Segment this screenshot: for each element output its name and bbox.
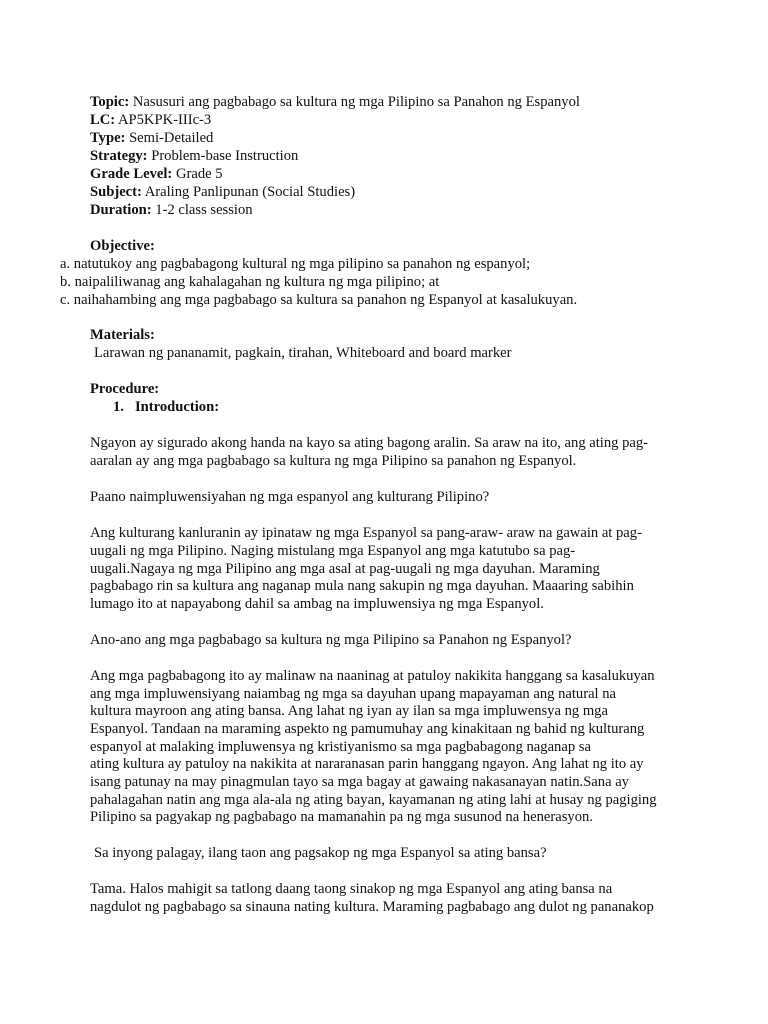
paragraph-line: lumago ito at napayabong dahil sa ambag na impluwensiya ng mga Espanyol. [90,596,544,612]
materials-heading: Materials: [90,327,155,343]
paragraph-line: Tama. Halos mahigit sa tatlong daang taong sinakop ng mga Espanyol ang ating bansa na [90,881,613,897]
paragraph-line: pahalagahan natin ang mga ala-ala ng ating bayan, kayamanan ng ating lahi at husay ng pagiging [90,792,657,808]
paragraph-line: Ngayon ay sigurado akong handa na kayo sa ating bagong aralin. Sa araw na ito, ang ating pag- [90,435,649,451]
lc-label: LC: [90,112,116,128]
topic-label: Topic: [90,94,130,110]
paragraph-line: Ang mga pagbabagong ito ay malinaw na naaninag at patuloy nakikita hanggang sa kasalukuyan [90,668,655,684]
paragraph-line: ang mga impluwensiyang naiambag ng mga sa dayuhan upang mapayaman ang natural na [90,686,617,702]
subject-value: Araling Panlipunan (Social Studies) [144,184,356,200]
strategy-label: Strategy: [90,148,148,164]
type-value: Semi-Detailed [129,130,214,146]
topic-value: Nasusuri ang pagbabago sa kultura ng mga Pilipino sa Panahon ng Espanyol [132,94,580,110]
type-label: Type: [90,130,126,146]
paragraph-line: pagbabago rin sa kultura ang naganap mula nang sakupin ng mga dayuhan. Maaaring sabihin [90,578,634,594]
question-1: Paano naimpluwensiyahan ng mga espanyol ang kulturang Pilipino? [90,489,490,505]
paragraph-line: ating kultura ay patuloy na nakikita at nararanasan parin hanggang ngayon. Ang lahat ng ito ay [90,756,644,772]
grade-value: Grade 5 [175,166,223,182]
topic-line [90,93,580,111]
lc-value: AP5KPK-IIIc-3 [117,112,212,128]
procedure-heading: Procedure: [90,381,160,397]
objective-item-a: a. natutukoy ang pagbabagong kultural ng mga pilipino sa panahon ng espanyol; [60,256,531,272]
materials-text: Larawan ng pananamit, pagkain, tirahan, Whiteboard and board marker [94,345,512,361]
lc-line [90,111,211,129]
paragraph-line: uugali ng mga Pilipino. Naging mistulang mga Espanyol ang mga katutubo sa pag- [90,543,576,559]
grade-line [90,165,223,183]
strategy-line [90,147,298,165]
paragraph-line: espanyol at malaking impluwensya ng kristiyanismo sa mga pagbabagong naganap sa [90,739,591,755]
paragraph-line: isang patunay na may pinagmulan tayo sa mga bagay at gawaing nakasanayan natin.Sana ay [90,774,629,790]
objective-item-b: b. naipaliliwanag ang kahalagahan ng kultura ng mga pilipino; at [60,274,440,290]
paragraph-line: nagdulot ng pagbabago sa sinauna nating kultura. Maraming pagbabago ang dulot ng pananakop [90,899,654,915]
subject-line [90,183,355,201]
procedure-step-number: 1. [113,399,124,415]
paragraph-line: Pilipino sa pagyakap ng pagbabago na mamanahin pa ng mga susunod na henerasyon. [90,809,593,825]
paragraph-line: uugali.Nagaya ng mga Pilipino ang mga asal at pag-uugali ng mga dayuhan. Maraming [90,561,600,577]
duration-value: 1-2 class session [155,202,253,218]
paragraph-line: Espanyol. Tandaan na maraming aspekto ng pamumuhay ang kinakitaan ng bahid ng kulturang [90,721,645,737]
paragraph-line: aaralan ay ang mga pagbabago sa kultura ng mga Pilipino sa panahon ng Espanyol. [90,453,577,469]
duration-label: Duration: [90,202,152,218]
objective-heading: Objective: [90,238,155,254]
question-2: Ano-ano ang mga pagbabago sa kultura ng mga Pilipino sa Panahon ng Espanyol? [90,632,572,648]
strategy-value: Problem-base Instruction [151,148,299,164]
duration-line [90,201,253,219]
paragraph-line: kultura mayroon ang ating bansa. Ang lahat ng iyan ay ilan sa mga impluwensya ng mga [90,703,608,719]
grade-label: Grade Level: [90,166,173,182]
paragraph-line: Ang kulturang kanluranin ay ipinataw ng mga Espanyol sa pang-araw- araw na gawain at pag- [90,525,642,541]
subject-label: Subject: [90,184,142,200]
objective-item-c: c. naihahambing ang mga pagbabago sa kultura sa panahon ng Espanyol at kasalukuyan. [60,292,578,308]
procedure-step-title: Introduction: [135,399,220,415]
question-3: Sa inyong palagay, ilang taon ang pagsakop ng mga Espanyol sa ating bansa? [94,845,547,861]
type-line [90,129,213,147]
